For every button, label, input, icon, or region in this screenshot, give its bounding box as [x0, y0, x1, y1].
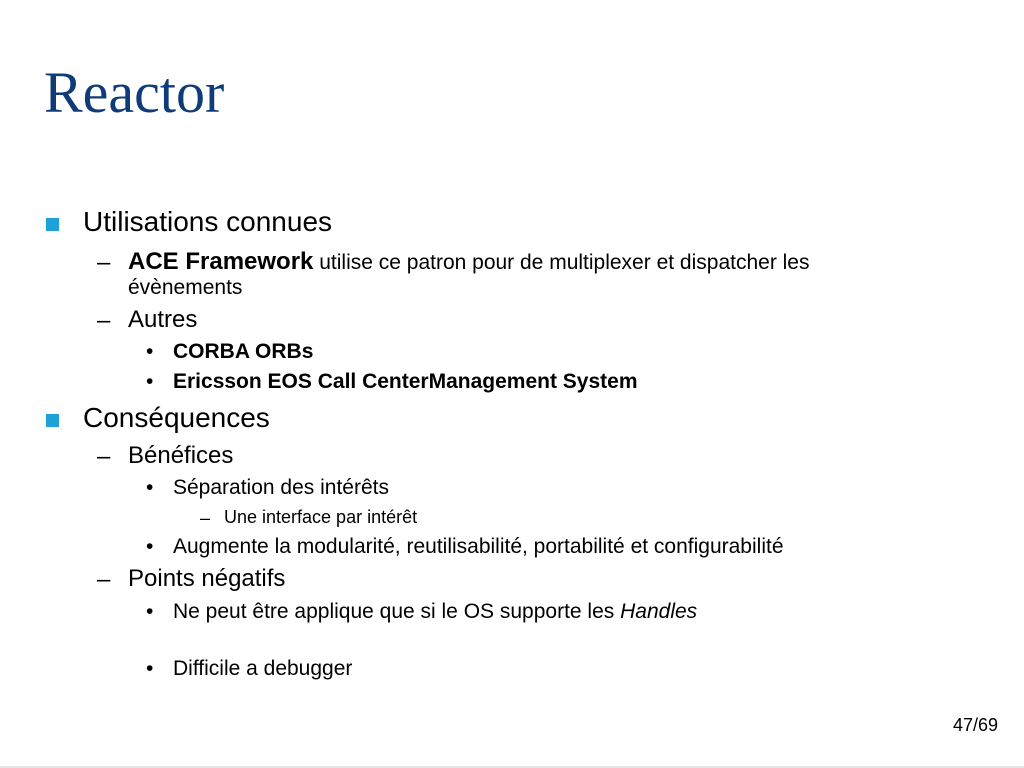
bullet-consequences: Conséquences [83, 402, 270, 433]
dash-marker: – [97, 249, 111, 276]
bullet-augmente-modularite: Augmente la modularité, reutilisabilité, portabilité et configurabilité [173, 535, 784, 558]
dot-marker: • [146, 476, 154, 499]
bullet-difficile-debugger: Difficile a debugger [173, 657, 353, 680]
corba-orbs-bold: CORBA ORBs [173, 340, 314, 363]
dash-marker: – [97, 566, 111, 593]
bullet-une-interface: Une interface par intérêt [224, 507, 418, 527]
ace-framework-text-continued: évènements [128, 276, 243, 299]
dot-marker: • [146, 600, 154, 623]
ericsson-eos-bold: Ericsson EOS Call CenterManagement System [173, 370, 638, 393]
dash-marker: – [97, 307, 111, 334]
dot-marker: • [146, 340, 154, 363]
bullet-ericsson-eos [173, 370, 638, 393]
bullet-corba-orbs [173, 340, 313, 363]
slide-page-number: 47/69 [952, 715, 998, 735]
bullet-ace-framework [128, 249, 810, 275]
bullet-utilisations-connues: Utilisations connues [83, 206, 333, 237]
dot-marker: • [146, 535, 154, 558]
ace-framework-bold: ACE Framework [128, 248, 314, 275]
dash-marker: – [97, 443, 111, 470]
slide-title: Reactor [44, 60, 225, 125]
square-bullet-icon [46, 414, 59, 427]
dash-marker: – [200, 508, 211, 528]
dot-marker: • [146, 370, 154, 393]
bullet-benefices: Bénéfices [128, 442, 234, 469]
bullet-separation-interets: Séparation des intérêts [173, 476, 389, 499]
handles-italic: Handles [620, 600, 698, 623]
os-handles-text: Ne peut être applique que si le OS supporte les [173, 600, 621, 623]
bullet-os-handles [173, 600, 697, 623]
dot-marker: • [146, 657, 154, 680]
bullet-autres: Autres [128, 306, 198, 333]
ace-framework-text: utilise ce patron pour de multiplexer et dispatcher les [313, 251, 810, 274]
square-bullet-icon [46, 218, 59, 231]
bullet-points-negatifs: Points négatifs [128, 565, 286, 592]
